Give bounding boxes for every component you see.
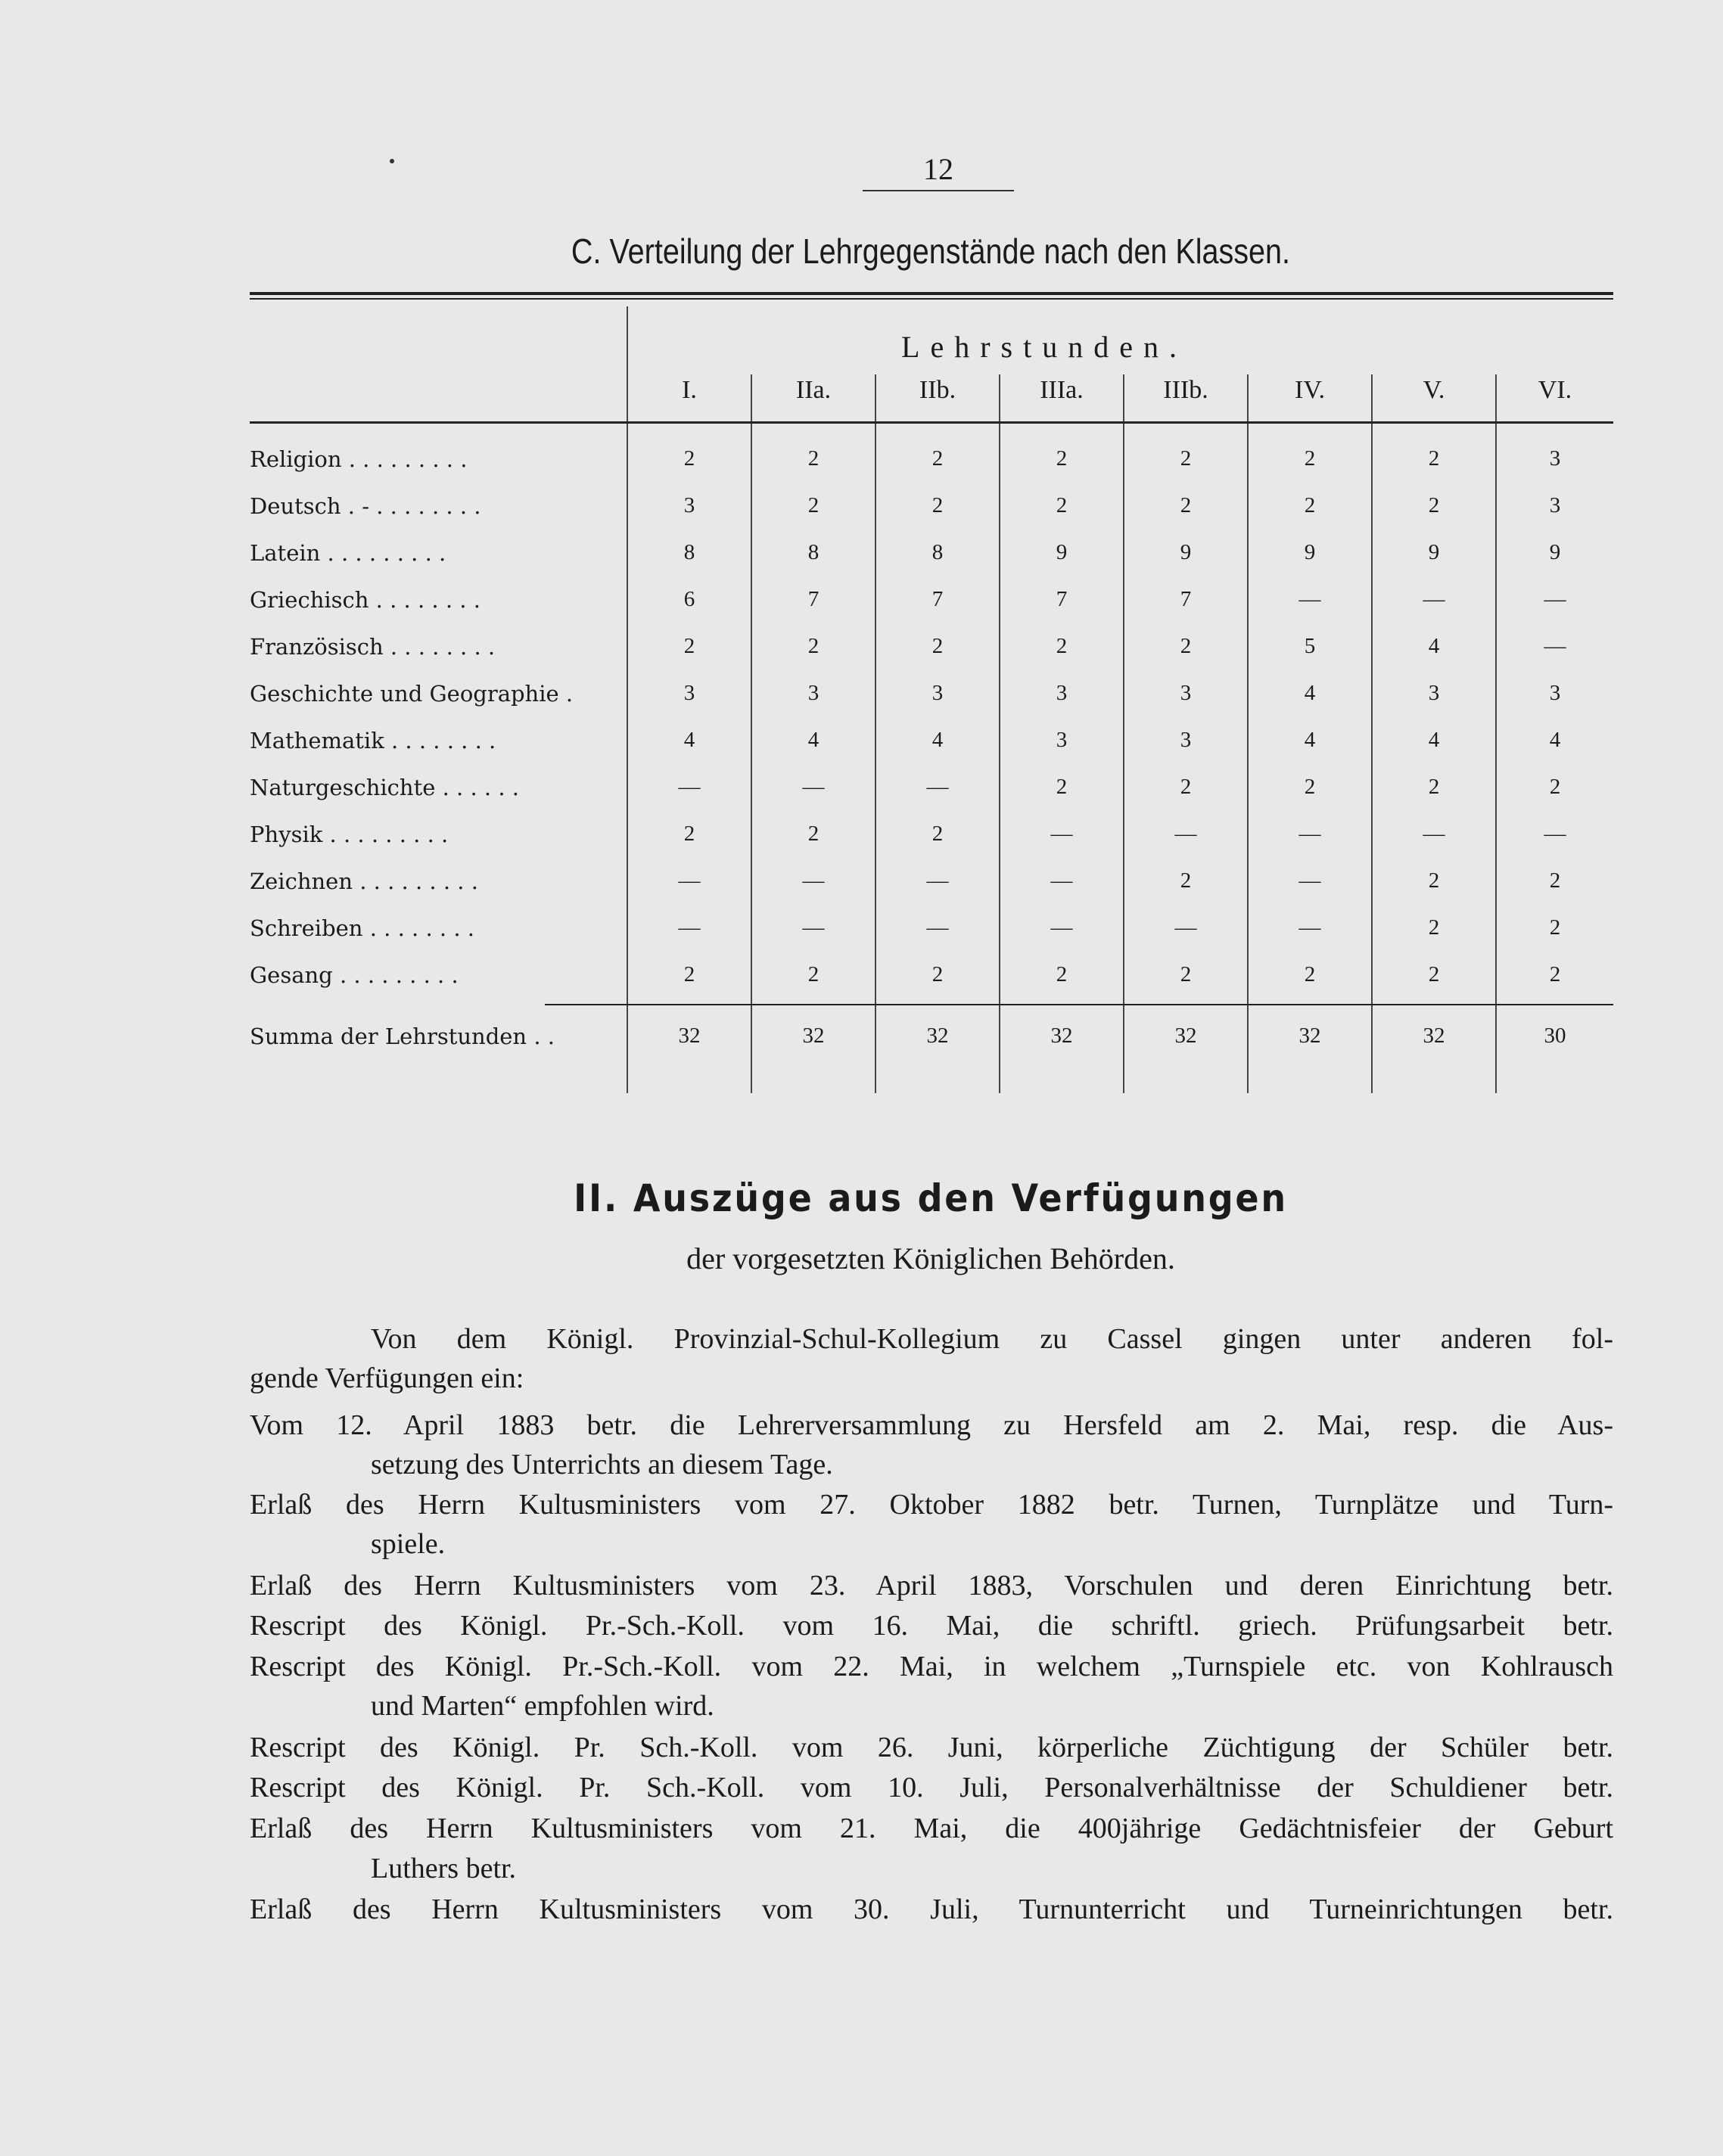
table-cell: — [1050, 915, 1073, 940]
table-cell: — [802, 868, 825, 893]
table-cell: 2 [1549, 962, 1561, 986]
table-cell: — [1298, 587, 1321, 611]
table-cell: 2 [1428, 775, 1440, 799]
table-cell: — [1423, 587, 1445, 611]
table-cell: 2 [1304, 775, 1316, 799]
table-cell: — [1050, 868, 1073, 893]
table-cell: 2 [807, 493, 820, 517]
table-cell: 2 [683, 822, 695, 846]
table-cell: 2 [931, 962, 944, 986]
table-cell: 8 [931, 540, 944, 564]
table-cell: 7 [807, 587, 820, 611]
column-header: I. [682, 376, 697, 404]
table-cell: 4 [683, 728, 695, 752]
column-header: IIIa. [1040, 376, 1084, 404]
table-cell: 2 [1549, 775, 1561, 799]
subject-label: Deutsch . - . . . . . . . . [250, 493, 481, 519]
table-cell: 7 [931, 587, 944, 611]
subject-label: Gesang . . . . . . . . . [250, 962, 459, 988]
total-cell: 32 [1174, 1024, 1197, 1048]
table-cell: 4 [1549, 728, 1561, 752]
table-cell: — [1544, 822, 1566, 846]
table-cell: 3 [1180, 728, 1192, 752]
table-cell: 2 [1180, 493, 1192, 517]
table-cell: 3 [1549, 446, 1561, 471]
table-cell: — [1174, 822, 1197, 846]
subject-label: Französisch . . . . . . . . [250, 634, 496, 660]
table-cell: — [802, 915, 825, 940]
table-cell: 2 [1428, 446, 1440, 471]
table-cell: 2 [1304, 493, 1316, 517]
page-number: 12 [923, 152, 953, 186]
subject-label: Mathematik . . . . . . . . [250, 728, 496, 753]
table-cell: — [1544, 587, 1566, 611]
table-cell: 2 [1056, 962, 1068, 986]
table-cell: 2 [683, 634, 695, 658]
table-cell: 2 [1304, 962, 1316, 986]
table-cell: 2 [1549, 868, 1561, 893]
column-header: IIa. [795, 376, 832, 404]
table-cell: 3 [807, 681, 820, 705]
table-cell: 2 [1428, 493, 1440, 517]
table-cell: 3 [683, 493, 695, 517]
table-cell: 4 [807, 728, 820, 752]
table-cell: 3 [1549, 493, 1561, 517]
text-line: Rescript des Königl. Pr. Sch.-Koll. vom 10. Juli, Personalverhältnisse der Schuldiener betr. [250, 1772, 1613, 1803]
table-cell: 3 [683, 681, 695, 705]
text-line: setzung des Unterrichts an diesem Tage. [371, 1449, 833, 1480]
total-cell: 32 [1050, 1024, 1073, 1048]
table-cell: 5 [1304, 634, 1316, 658]
text-line: Luthers betr. [371, 1853, 517, 1884]
column-header: IV. [1295, 376, 1325, 404]
table-cell: 3 [1180, 681, 1192, 705]
table-cell: 7 [1180, 587, 1192, 611]
text-line: Erlaß des Herrn Kultusministers vom 23. April 1883, Vorschulen und deren Einrichtung betr. [250, 1570, 1613, 1601]
table-cell: — [1298, 915, 1321, 940]
table-cell: — [678, 868, 701, 893]
table-cell: 9 [1056, 540, 1068, 564]
lesson-distribution-table [250, 306, 1613, 1101]
title-rule-top [250, 292, 1613, 295]
subject-label: Physik . . . . . . . . . [250, 822, 449, 847]
header-rule [250, 421, 1613, 424]
table-cell: 2 [807, 962, 820, 986]
table-cell: 2 [1428, 868, 1440, 893]
text-line: Vom 12. April 1883 betr. die Lehrerversammlung zu Hersfeld am 2. Mai, resp. die Aus- [250, 1409, 1613, 1441]
table-cell: 2 [1304, 446, 1316, 471]
table-cell: 3 [931, 681, 944, 705]
table-cell: 6 [683, 587, 695, 611]
text-line: Rescript des Königl. Pr. Sch.-Koll. vom 26. Juni, körperliche Züchtigung der Schüler betr. [250, 1732, 1613, 1763]
table-cell: 2 [931, 634, 944, 658]
table-cell: 2 [931, 446, 944, 471]
table-cell: 3 [1549, 681, 1561, 705]
table-cell: 9 [1304, 540, 1316, 564]
table-cell: — [678, 775, 701, 799]
subject-label: Geschichte und Geographie . [250, 681, 574, 707]
table-cell: 2 [1056, 446, 1068, 471]
table-cell: 2 [1056, 634, 1068, 658]
table-cell: 3 [1056, 681, 1068, 705]
text-line: Erlaß des Herrn Kultusministers vom 27. Oktober 1882 betr. Turnen, Turnplätze und Turn- [250, 1489, 1613, 1521]
table-cell: 9 [1549, 540, 1561, 564]
total-cell: 30 [1544, 1024, 1566, 1048]
table-cell: — [1298, 822, 1321, 846]
table-cell: 4 [1428, 728, 1440, 752]
table-cell: — [802, 775, 825, 799]
text-line: Erlaß des Herrn Kultusministers vom 30. Juli, Turnunterricht und Turneinrichtungen betr. [250, 1893, 1613, 1925]
total-cell: 32 [1423, 1024, 1445, 1048]
text-line: Erlaß des Herrn Kultusministers vom 21. Mai, die 400jährige Gedächtnisfeier der Geburt [250, 1813, 1613, 1844]
text-line: Rescript des Königl. Pr.-Sch.-Koll. vom 22. Mai, in welchem „Turnspiele etc. von Kohlrausch [250, 1651, 1613, 1682]
text-line: und Marten“ empfohlen wird. [371, 1690, 714, 1722]
table-cell: — [1423, 822, 1445, 846]
table-cell: 8 [683, 540, 695, 564]
sum-rule [545, 1004, 1613, 1005]
total-label: Summa der Lehrstunden . . [250, 1024, 555, 1049]
page-number-rule [863, 190, 1014, 191]
table-cell: — [678, 915, 701, 940]
table-cell: 4 [931, 728, 944, 752]
table-cell: 2 [683, 962, 695, 986]
table-cell: — [926, 915, 949, 940]
table-cell: 9 [1180, 540, 1192, 564]
subject-label: Latein . . . . . . . . . [250, 540, 446, 566]
table-cell: — [1050, 822, 1073, 846]
text-line: spiele. [371, 1528, 446, 1560]
column-header: VI. [1538, 376, 1572, 404]
table-cell: 2 [1180, 446, 1192, 471]
table-group-header: Lehrstunden. [901, 330, 1187, 364]
total-cell: 32 [802, 1024, 825, 1048]
table-cell: 2 [807, 822, 820, 846]
table-cell: — [926, 775, 949, 799]
table-cell: 2 [807, 446, 820, 471]
table-cell: 3 [1428, 681, 1440, 705]
subject-label: Naturgeschichte . . . . . . [250, 775, 520, 800]
table-cell: 2 [1180, 962, 1192, 986]
column-header: V. [1423, 376, 1445, 404]
table-cell: — [1298, 868, 1321, 893]
title-rule-bottom [250, 298, 1613, 300]
table-cell: 2 [1056, 775, 1068, 799]
subject-label: Schreiben . . . . . . . . [250, 915, 474, 941]
text-line: Rescript des Königl. Pr.-Sch.-Koll. vom 16. Mai, die schriftl. griech. Prüfungsarbeit betr. [250, 1610, 1613, 1642]
total-cell: 32 [926, 1024, 949, 1048]
part-title: II. Auszüge aus den Verfügungen [574, 1176, 1288, 1220]
total-cell: 32 [678, 1024, 701, 1048]
section-title: C. Verteilung der Lehrgegenstände nach den Klassen. [571, 231, 1291, 271]
table-cell: 2 [1180, 634, 1192, 658]
table-cell: 2 [1180, 868, 1192, 893]
text-line: gende Verfügungen ein: [250, 1362, 524, 1394]
table-cell: 8 [807, 540, 820, 564]
table-cell: 2 [1056, 493, 1068, 517]
total-cell: 32 [1298, 1024, 1321, 1048]
subject-label: Religion . . . . . . . . . [250, 446, 468, 472]
subject-label: Griechisch . . . . . . . . [250, 587, 481, 613]
table-cell: — [1174, 915, 1197, 940]
column-header: IIb. [919, 376, 956, 404]
table-cell: 7 [1056, 587, 1068, 611]
table-cell: 9 [1428, 540, 1440, 564]
table-cell: 2 [683, 446, 695, 471]
table-cell: 2 [807, 634, 820, 658]
table-cell: 4 [1304, 681, 1316, 705]
column-header: IIIb. [1163, 376, 1208, 404]
text-line: Von dem Königl. Provinzial-Schul-Kollegium zu Cassel gingen unter anderen fol- [371, 1323, 1613, 1355]
table-cell: 2 [931, 493, 944, 517]
page-speck [390, 159, 394, 163]
table-cell: — [926, 868, 949, 893]
table-cell: 2 [1428, 962, 1440, 986]
table-cell: 2 [1549, 915, 1561, 940]
table-cell: 2 [931, 822, 944, 846]
table-cell: — [1544, 634, 1566, 658]
table-cell: 3 [1056, 728, 1068, 752]
part-subtitle: der vorgesetzten Königlichen Behörden. [686, 1241, 1175, 1275]
table-cell: 2 [1180, 775, 1192, 799]
table-cell: 4 [1428, 634, 1440, 658]
table-cell: 4 [1304, 728, 1316, 752]
subject-label: Zeichnen . . . . . . . . . [250, 868, 478, 894]
table-cell: 2 [1428, 915, 1440, 940]
